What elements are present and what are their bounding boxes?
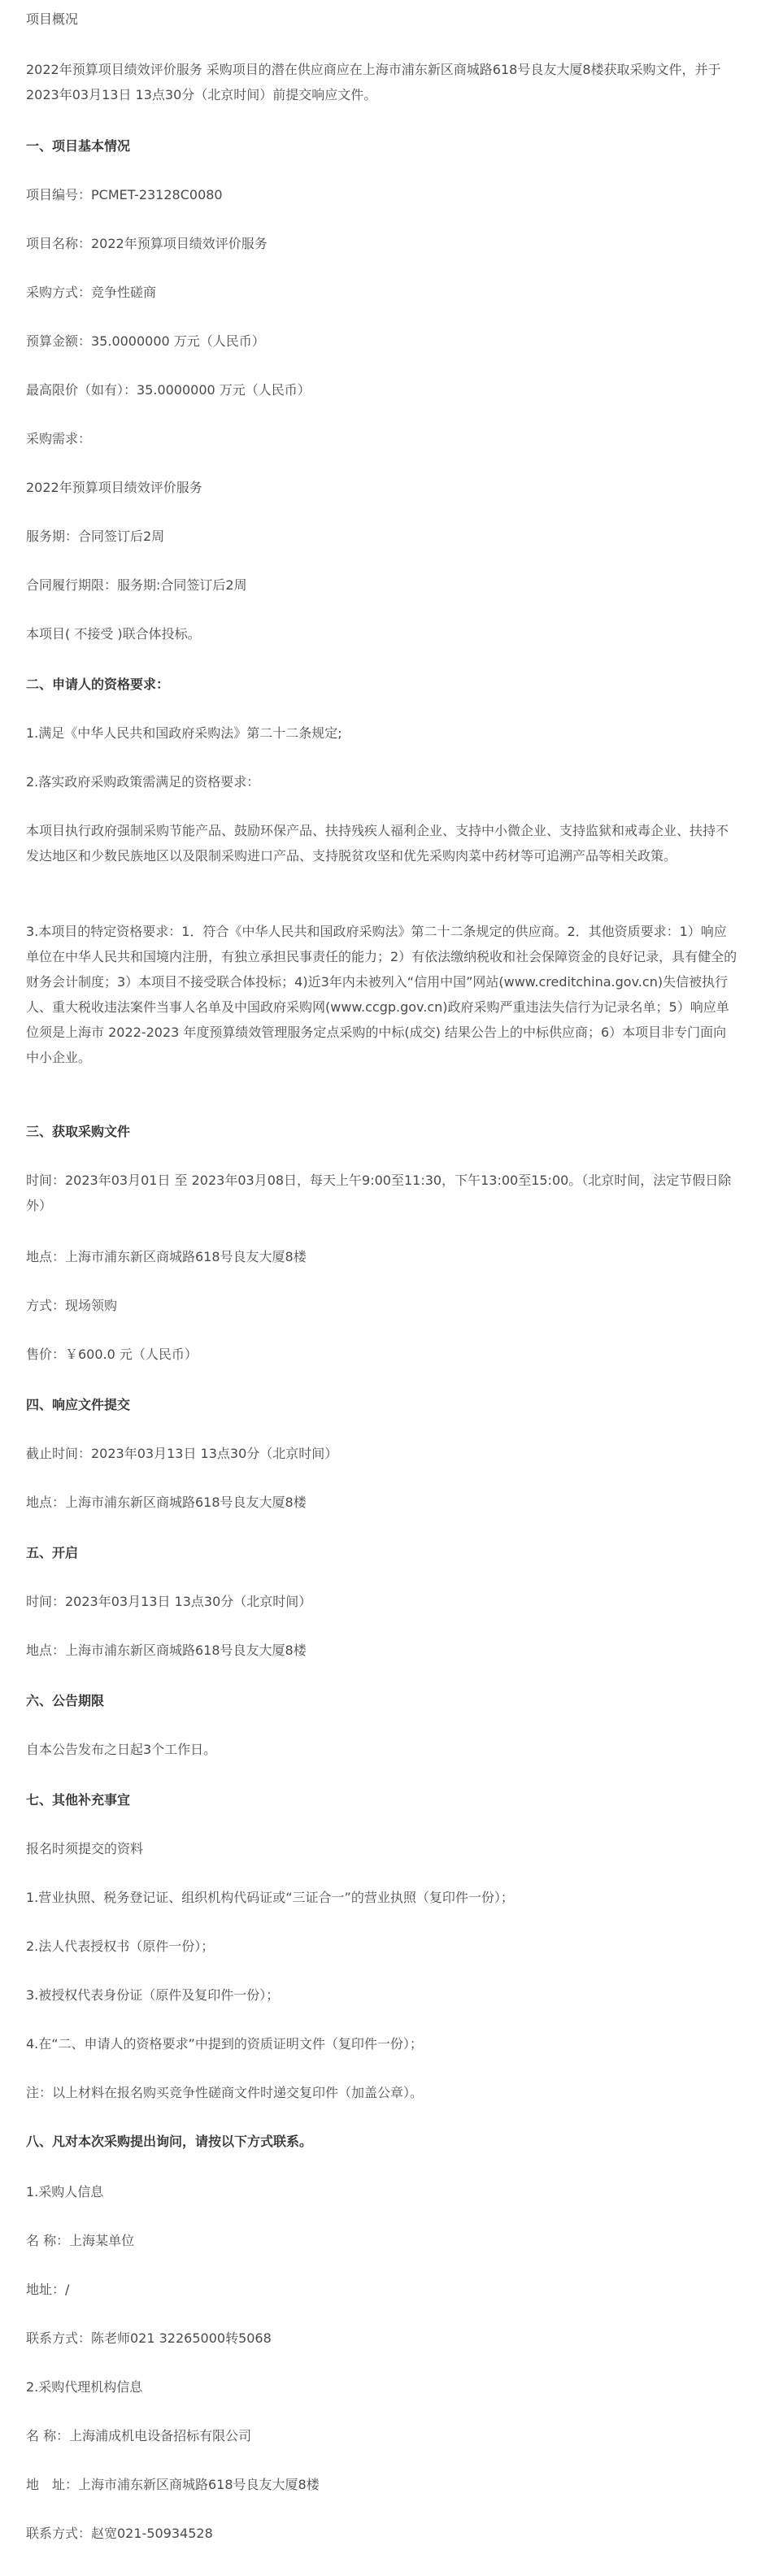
section-heading-qualifications: 二、申请人的资格要求： (26, 677, 170, 692)
required-material-2: 2.法人代表授权书（原件一份）； (26, 1939, 215, 1954)
submission-deadline: 截止时间：2023年03月13日 13点30分（北京时间） (26, 1446, 338, 1461)
consortium-note: 本项目( 不接受 )联合体投标。 (26, 626, 201, 642)
required-material-3: 3.被授权代表身份证（原件及复印件一份）； (26, 1987, 280, 2003)
submission-location: 地点：上海市浦东新区商城路618号良友大厦8楼 (26, 1495, 307, 1510)
max-price: 最高限价（如有）：35.0000000 万元（人民币） (26, 382, 311, 398)
section-heading-opening: 五、开启 (26, 1545, 79, 1560)
section-heading-basic-info: 一、项目基本情况 (26, 138, 131, 154)
section-heading-submission: 四、响应文件提交 (26, 1397, 131, 1412)
requirements-label: 采购需求： (26, 431, 92, 446)
opening-location: 地点：上海市浦东新区商城路618号良友大厦8楼 (26, 1643, 307, 1658)
procurement-method: 采购方式：竞争性磋商 (26, 285, 157, 300)
other-matters-intro: 报名时须提交的资料 (26, 1841, 144, 1856)
buyer-name: 名 称：上海某单位 (26, 2233, 135, 2248)
qualification-item-1: 1.满足《中华人民共和国政府采购法》第二十二条规定; (26, 725, 342, 741)
requirements-text: 2022年预算项目绩效评价服务 (26, 480, 202, 495)
opening-time: 时间：2023年03月13日 13点30分（北京时间） (26, 1594, 312, 1609)
agency-address: 地 址：上海市浦东新区商城路618号良友大厦8楼 (26, 2477, 320, 2492)
required-material-note: 注：以上材料在报名购买竞争性磋商文件时递交复印件（加盖公章）。 (26, 2085, 424, 2100)
qualification-item-2: 2.落实政府采购政策需满足的资格要求： (26, 774, 260, 790)
buyer-address: 地址：/ (26, 2282, 70, 2297)
agency-info-label: 2.采购代理机构信息 (26, 2379, 143, 2395)
qualification-item-3: 3.本项目的特定资格要求：1．符合《中华人民共和国政府采购法》第二十二条规定的供应商。2．其他资质要求：1）响应单位在中华人民共和国境内注册，有独立承担民事责任的能力；2）有依法缴纳税收和社会保障资金的良好记录，具有健全的财务会计制度；3）本项目不接受联合体投标；4)近3年内未被列入“信用中国”网站(www.creditchina.gov.cn)失信被执行人、重大税收违法案件当事人名单及中国政府采购网(www.ccgp.gov.cn)政府采购严重违法失信行为记录名单；5）响应单位须是上海市 2022-2023 年度预算绩效管理服务定点采购的中标(成交) 结果公告上的中标供应商；6）本项目非专门面向中小企业。 (26, 924, 737, 1065)
get-documents-price: 售价：￥600.0 元（人民币） (26, 1347, 198, 1362)
buyer-contact: 联系方式：陈老师021 32265000转5068 (26, 2330, 272, 2346)
overview-label: 项目概况 (26, 11, 79, 27)
get-documents-location: 地点：上海市浦东新区商城路618号良友大厦8楼 (26, 1249, 307, 1264)
agency-contact: 联系方式：赵宽021-50934528 (26, 2526, 213, 2541)
section-heading-get-documents: 三、获取采购文件 (26, 1124, 131, 1139)
required-material-1: 1.营业执照、税务登记证、组织机构代码证或“三证合一”的营业执照（复印件一份）； (26, 1890, 514, 1905)
required-material-4: 4.在“二、申请人的资格要求”中提到的资质证明文件（复印件一份）； (26, 2036, 423, 2052)
buyer-info-label: 1.采购人信息 (26, 2184, 104, 2200)
notice-period-text: 自本公告发布之日起3个工作日。 (26, 1742, 217, 1757)
contract-period: 合同履行期限：服务期:合同签订后2周 (26, 577, 247, 593)
project-name: 项目名称：2022年预算项目绩效评价服务 (26, 236, 268, 251)
project-number: 项目编号：PCMET-23128C0080 (26, 187, 223, 202)
section-heading-notice-period: 六、公告期限 (26, 1693, 105, 1708)
overview-text: 2022年预算项目绩效评价服务 采购项目的潜在供应商应在上海市浦东新区商城路618号良友大厦8楼获取采购文件，并于2023年03月13日 13点30分（北京时间）前提交响应文件。 (26, 62, 721, 102)
agency-name: 名 称：上海浦成机电设备招标有限公司 (26, 2428, 252, 2443)
section-heading-other-matters: 七、其他补充事宜 (26, 1792, 131, 1808)
get-documents-time: 时间：2023年03月01日 至 2023年03月08日，每天上午9:00至11:30，下午13:00至15:00。（北京时间，法定节假日除外） (26, 1173, 732, 1213)
service-period: 服务期：合同签订后2周 (26, 529, 165, 544)
get-documents-method: 方式：现场领购 (26, 1298, 118, 1313)
policy-text: 本项目执行政府强制采购节能产品、鼓励环保产品、扶持残疾人福利企业、支持中小微企业、支持监狱和戒毒企业、扶持不发达地区和少数民族地区以及限制采购进口产品、支持脱贫攻坚和优先采购肉菜中药材等可追溯产品等相关政策。 (26, 823, 729, 864)
budget-amount: 预算金额：35.0000000 万元（人民币） (26, 333, 265, 349)
section-heading-contact: 八、凡对本次采购提出询问，请按以下方式联系。 (26, 2134, 313, 2149)
